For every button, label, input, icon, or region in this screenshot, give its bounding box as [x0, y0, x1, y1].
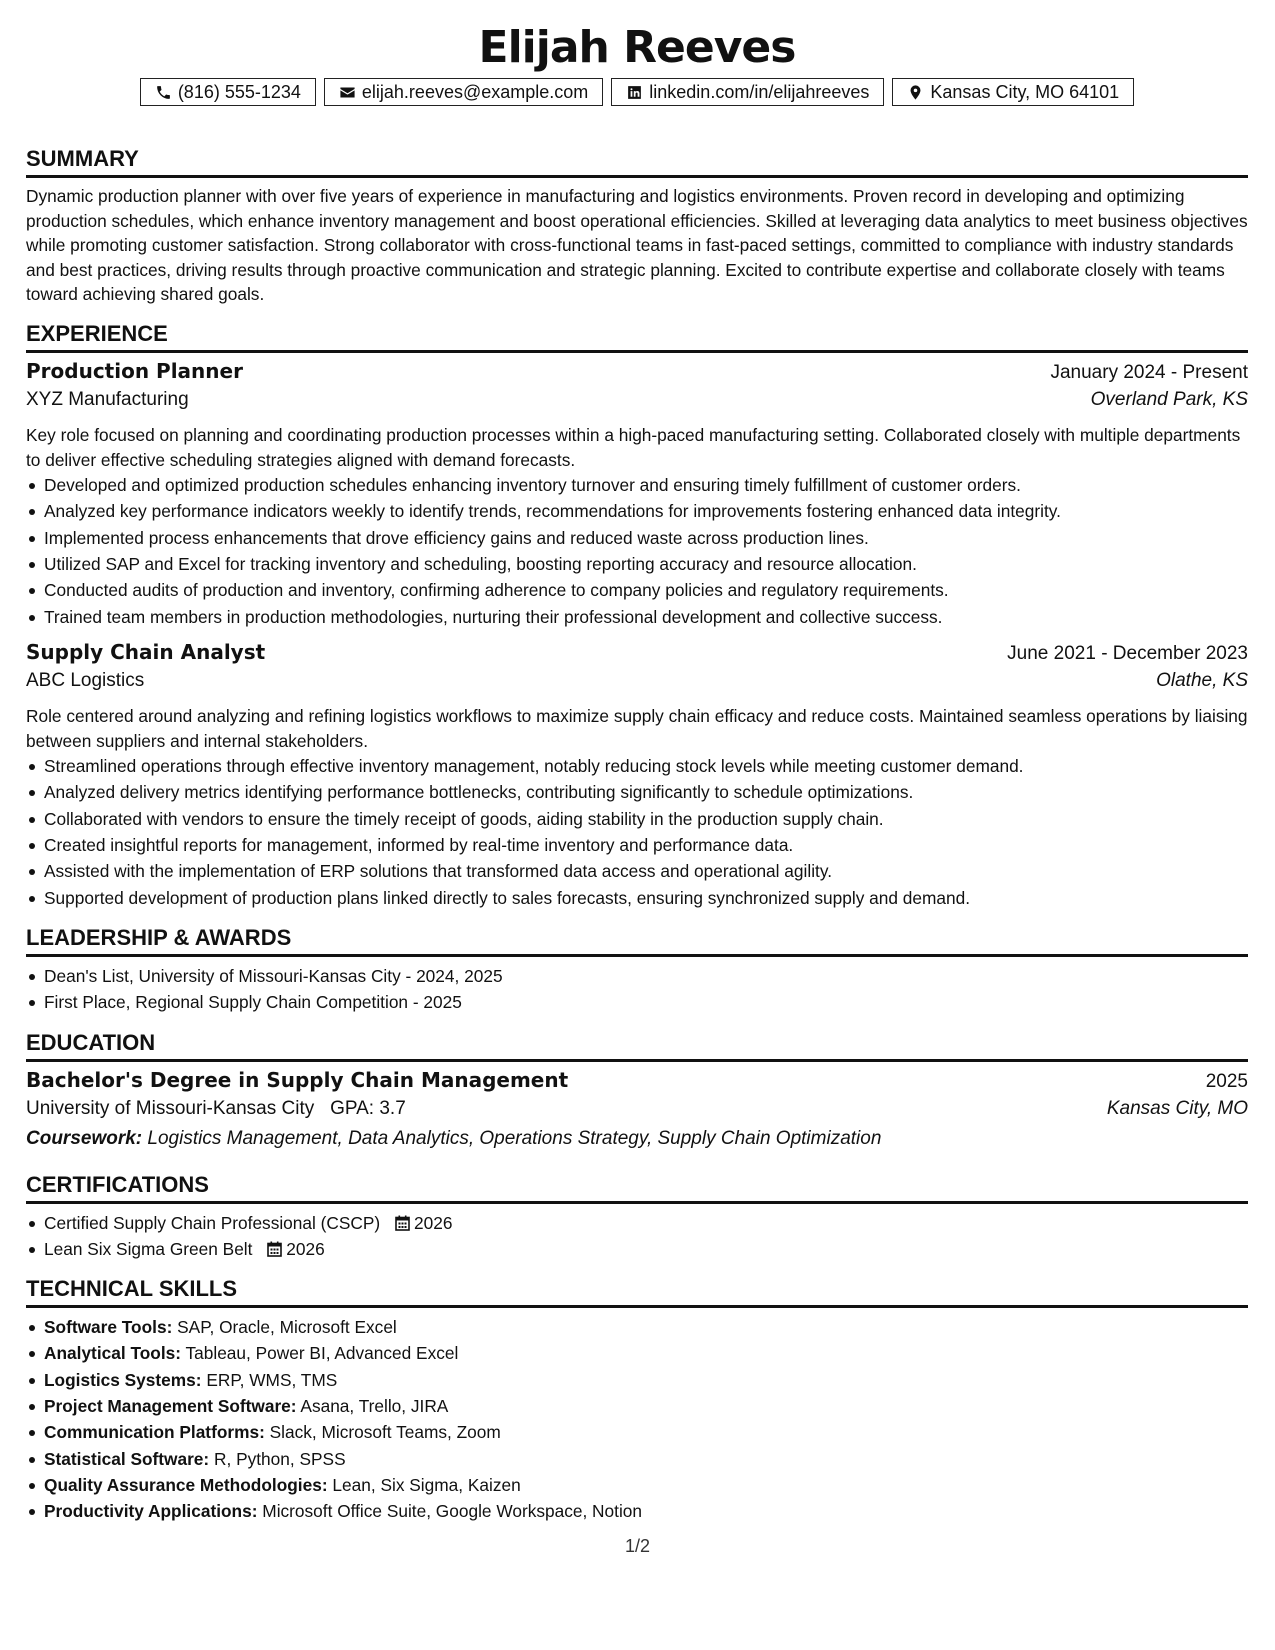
list-item [44, 1419, 1248, 1445]
section-title-education: EDUCATION [26, 1030, 1248, 1062]
skill-label: Communication Platforms: [44, 1422, 265, 1443]
linkedin-chip[interactable] [611, 78, 884, 106]
job-title: Production Planner [26, 358, 243, 383]
phone-icon [155, 84, 172, 101]
skill-value: Lean, Six Sigma, Kaizen [332, 1474, 521, 1495]
section-title-summary: SUMMARY [26, 146, 1248, 178]
job-location: Olathe, KS [1156, 669, 1248, 691]
school-location: Kansas City, MO [1106, 1097, 1248, 1119]
graduation-year: 2025 [1205, 1070, 1248, 1092]
skill-value: ERP, WMS, TMS [206, 1369, 338, 1390]
email-chip[interactable] [324, 78, 603, 106]
page-number: 1/2 [624, 1536, 651, 1556]
list-item [44, 1446, 1248, 1472]
list-item [44, 1498, 1248, 1524]
coursework-list: Logistics Management, Data Analytics, Operations Strategy, Supply Chain Optimization [147, 1127, 882, 1149]
section-title-certifications: CERTIFICATIONS [26, 1172, 1248, 1204]
job-entry [26, 640, 1248, 911]
skill-value: Asana, Trello, JIRA [300, 1395, 449, 1416]
envelope-icon [339, 84, 356, 101]
job-entry [26, 359, 1248, 630]
list-item: Analyzed delivery metrics identifying performance bottlenecks, contributing significantly to schedule optimizations. [44, 779, 1248, 805]
list-item: Trained team members in production methodologies, nurturing their professional development and collective success. [44, 604, 1248, 630]
list-item [44, 1367, 1248, 1393]
phone-text: (816) 555-1234 [177, 81, 301, 102]
certification-name: Certified Supply Chain Professional (CSCP) [44, 1212, 381, 1233]
summary-text: Dynamic production planner with over five years of experience in manufacturing and logistics environments. Proven record in developing and optimizing production schedules, which enhance inventory management and boost operational efficiencies. Skilled at leveraging data analytics to meet business objectives while promoting customer satisfaction. Strong collaborator with cross-functional teams in fast-paced settings, committed to compliance with industry standards and best practices, driving results through proactive communication and strategic planning. Excited to contribute expertise and collaborate closely with teams toward achieving shared goals. [26, 186, 1248, 305]
job-dates: January 2024 - Present [1050, 361, 1248, 383]
list-item [44, 1236, 1248, 1262]
skills-section [26, 1276, 1248, 1524]
company-name: ABC Logistics [26, 669, 145, 691]
skill-value: SAP, Oracle, Microsoft Excel [177, 1317, 397, 1338]
location-chip [892, 78, 1134, 106]
phone-chip[interactable] [140, 78, 316, 106]
certification-year: 2026 [413, 1212, 453, 1233]
experience-section [26, 321, 1248, 911]
job-bullets [26, 472, 1248, 630]
summary-section [26, 146, 1248, 307]
job-title: Supply Chain Analyst [26, 639, 266, 664]
list-item: Implemented process enhancements that drove efficiency gains and reduced waste across production lines. [44, 525, 1248, 551]
list-item [44, 1340, 1248, 1366]
list-item: Dean's List, University of Missouri-Kansas City - 2024, 2025 [44, 963, 1248, 989]
list-item: Analyzed key performance indicators weekly to identify trends, recommendations for improvements fostering enhanced data integrity. [44, 498, 1248, 524]
list-item: First Place, Regional Supply Chain Competition - 2025 [44, 989, 1248, 1015]
skill-label: Logistics Systems: [44, 1369, 202, 1390]
certification-year: 2026 [286, 1238, 325, 1259]
coursework-label: Coursework: [26, 1127, 143, 1149]
leadership-section [26, 925, 1248, 1016]
contact-bar [26, 78, 1248, 110]
list-item [44, 1210, 1248, 1236]
certifications-section [26, 1172, 1248, 1263]
location-text: Kansas City, MO 64101 [930, 81, 1120, 102]
skill-value: Tableau, Power BI, Advanced Excel [185, 1343, 459, 1364]
list-item: Developed and optimized production schedules enhancing inventory turnover and ensuring timely fulfillment of customer orders. [44, 472, 1248, 498]
list-item [44, 1393, 1248, 1419]
skill-value: Slack, Microsoft Teams, Zoom [269, 1422, 501, 1443]
list-item: Collaborated with vendors to ensure the timely receipt of goods, aiding stability in the production supply chain. [44, 806, 1248, 832]
list-item: Assisted with the implementation of ERP solutions that transformed data access and operational agility. [44, 858, 1248, 884]
skill-label: Statistical Software: [44, 1448, 210, 1469]
award-list [26, 963, 1248, 1016]
skill-value: Microsoft Office Suite, Google Workspace, Notion [262, 1501, 643, 1522]
skill-value: R, Python, SPSS [214, 1448, 346, 1469]
linkedin-text: linkedin.com/in/elijahreeves [649, 81, 870, 102]
section-title-skills: TECHNICAL SKILLS [26, 1276, 1248, 1308]
skill-label: Project Management Software: [44, 1395, 297, 1416]
list-item: Utilized SAP and Excel for tracking inventory and scheduling, boosting reporting accuracy and resource allocation. [44, 551, 1248, 577]
degree-title: Bachelor's Degree in Supply Chain Management [26, 1067, 569, 1092]
job-description: Role centered around analyzing and refining logistics workflows to maximize supply chain efficacy and reduce costs. Maintained seamless operations by liaising between suppliers and internal stakeholders. [26, 705, 1248, 751]
skill-label: Quality Assurance Methodologies: [44, 1474, 328, 1495]
calendar-icon [395, 1215, 410, 1231]
coursework [26, 1128, 1248, 1158]
job-dates: June 2021 - December 2023 [1007, 642, 1248, 664]
certification-list [26, 1210, 1248, 1263]
calendar-icon [267, 1241, 282, 1257]
list-item [44, 1472, 1248, 1498]
list-item: Created insightful reports for management, informed by real-time inventory and performance data. [44, 832, 1248, 858]
candidate-name: Elijah Reeves [478, 22, 796, 73]
skill-label: Software Tools: [44, 1317, 173, 1338]
email-text: elijah.reeves@example.com [361, 81, 589, 102]
education-section [26, 1030, 1248, 1158]
skills-list [26, 1314, 1248, 1524]
skill-label: Productivity Applications: [44, 1501, 258, 1522]
linkedin-icon [626, 84, 643, 101]
list-item: Conducted audits of production and inventory, confirming adherence to company policies and regulatory requirements. [44, 577, 1248, 603]
resume-page [26, 0, 1248, 1524]
job-location: Overland Park, KS [1090, 388, 1248, 410]
job-description: Key role focused on planning and coordinating production processes within a high-paced manufacturing setting. Collaborated closely with multiple departments to deliver effective scheduling strategies aligned with demand forecasts. [26, 424, 1241, 470]
list-item: Supported development of production plans linked directly to sales forecasts, ensuring synchronized supply and demand. [44, 885, 1248, 911]
list-item [44, 1314, 1248, 1340]
section-title-experience: EXPERIENCE [26, 321, 1248, 353]
map-pin-icon [907, 84, 924, 101]
skill-label: Analytical Tools: [44, 1343, 181, 1364]
list-item: Streamlined operations through effective inventory management, notably reducing stock levels while meeting customer demand. [44, 753, 1248, 779]
job-bullets [26, 753, 1248, 911]
company-name: XYZ Manufacturing [26, 388, 189, 410]
section-title-leadership: LEADERSHIP & AWARDS [26, 925, 1248, 957]
certification-name: Lean Six Sigma Green Belt [44, 1238, 253, 1259]
gpa: GPA: 3.7 [330, 1097, 406, 1119]
school-name: University of Missouri-Kansas City [26, 1097, 315, 1119]
